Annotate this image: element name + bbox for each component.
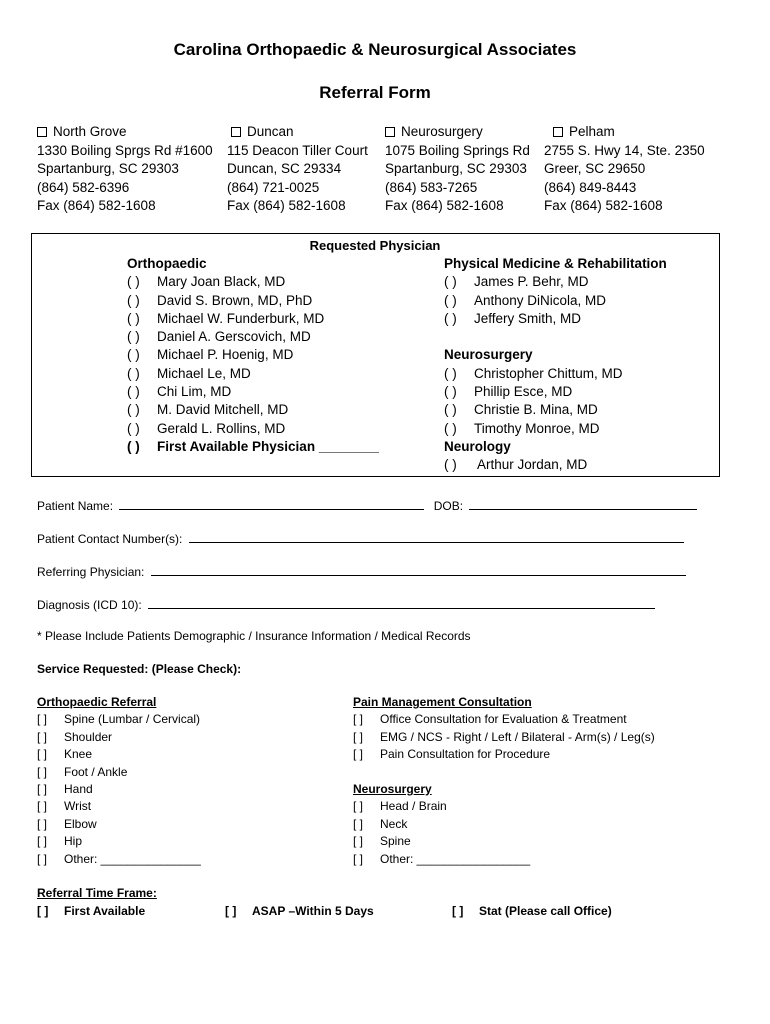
- referring-physician-field[interactable]: [151, 563, 686, 576]
- pain-management-list: [353, 694, 655, 868]
- physician-option[interactable]: ( ) Gerald L. Rollins, MD: [127, 420, 286, 436]
- contact-number-row: [37, 530, 684, 546]
- form-title: Carolina Orthopaedic & Neurosurgical Associates: [173, 40, 577, 59]
- location-name: Duncan: [247, 124, 294, 139]
- location-address: 2755 S. Hwy 14, Ste. 2350: [544, 142, 705, 158]
- service-option-other[interactable]: [ ] Other: _________________: [353, 851, 531, 866]
- ortho-referral-list: [37, 694, 201, 868]
- service-option-other[interactable]: [ ] Other: _______________: [37, 851, 201, 866]
- physician-option[interactable]: ( ) Michael W. Funderburk, MD: [127, 310, 325, 326]
- location-checkbox[interactable]: [385, 127, 395, 137]
- timeframe-option-asap[interactable]: [ ] ASAP –Within 5 Days: [225, 904, 374, 918]
- location-city: Greer, SC 29650: [544, 161, 646, 176]
- dob-field[interactable]: [469, 497, 697, 510]
- physician-option[interactable]: ( ) James P. Behr, MD: [444, 274, 589, 290]
- physician-option[interactable]: ( ) Mary Joan Black, MD: [127, 274, 286, 290]
- service-option[interactable]: [ ] Wrist: [37, 799, 92, 814]
- location-fax: Fax (864) 582-1608: [227, 198, 346, 213]
- records-note: * Please Include Patients Demographic / Insurance Information / Medical Records: [37, 629, 471, 643]
- diagnosis-label: Diagnosis (ICD 10):: [37, 598, 142, 612]
- service-option[interactable]: [ ] Elbow: [37, 816, 97, 831]
- service-option[interactable]: [ ] Hip: [37, 834, 83, 849]
- referring-physician-row: [37, 563, 686, 579]
- physician-option[interactable]: ( ) Michael P. Hoenig, MD: [127, 347, 294, 363]
- location-name: North Grove: [53, 124, 127, 139]
- form-subtitle: Referral Form: [319, 83, 431, 102]
- patient-name-label: Patient Name:: [37, 499, 114, 513]
- location-phone: (864) 721-0025: [227, 179, 320, 195]
- physician-option[interactable]: ( ) Chi Lim, MD: [127, 384, 232, 400]
- physician-option[interactable]: ( ) Anthony DiNicola, MD: [444, 292, 607, 308]
- physician-option[interactable]: ( ) Timothy Monroe, MD: [444, 420, 600, 436]
- location-north-grove: [37, 123, 213, 216]
- contact-number-field[interactable]: [189, 530, 684, 543]
- location-neurosurgery: [385, 123, 530, 216]
- physician-option[interactable]: ( ) M. David Mitchell, MD: [127, 402, 289, 418]
- neurology-heading: Neurology: [444, 438, 511, 454]
- ortho-referral-heading: Orthopaedic Referral: [37, 695, 157, 709]
- location-name: Neurosurgery: [401, 124, 483, 139]
- ortho-physician-list: [127, 255, 379, 456]
- pmr-heading: Physical Medicine & Rehabilitation: [444, 256, 667, 271]
- location-pelham: [544, 123, 705, 216]
- location-fax: Fax (864) 582-1608: [37, 198, 156, 213]
- diagnosis-field[interactable]: [148, 596, 655, 609]
- service-option[interactable]: [ ] Pain Consultation for Procedure: [353, 747, 551, 762]
- location-name: Pelham: [569, 124, 615, 139]
- service-option[interactable]: [ ] Knee: [37, 747, 93, 762]
- first-available-physician-option[interactable]: ( ) First Available Physician ________: [127, 438, 379, 454]
- service-option[interactable]: [ ] EMG / NCS - Right / Left / Bilateral - Arm(s) / Leg(s): [353, 729, 655, 744]
- requested-physician-heading: Requested Physician: [309, 238, 441, 253]
- location-city: Spartanburg, SC 29303: [37, 161, 179, 176]
- patient-name-row: [37, 497, 697, 513]
- location-city: Spartanburg, SC 29303: [385, 161, 527, 176]
- location-address: 1075 Boiling Springs Rd: [385, 142, 530, 158]
- physician-option[interactable]: ( ) Jeffery Smith, MD: [444, 310, 582, 326]
- pain-management-heading: Pain Management Consultation: [353, 695, 532, 709]
- physician-option[interactable]: ( ) Daniel A. Gerscovich, MD: [127, 329, 311, 345]
- timeframe-option-stat[interactable]: [ ] Stat (Please call Office): [452, 904, 612, 918]
- service-option[interactable]: [ ] Neck: [353, 816, 408, 831]
- location-phone: (864) 849-8443: [544, 179, 637, 195]
- timeframe-heading: Referral Time Frame:: [37, 886, 157, 900]
- referring-physician-label: Referring Physician:: [37, 565, 145, 579]
- location-fax: Fax (864) 582-1608: [385, 198, 504, 213]
- neurosurgery-service-heading: Neurosurgery: [353, 782, 432, 797]
- service-option[interactable]: [ ] Office Consultation for Evaluation & Treatment: [353, 712, 627, 727]
- patient-name-field[interactable]: [119, 497, 424, 510]
- physician-option[interactable]: ( ) David S. Brown, MD, PhD: [127, 292, 313, 308]
- location-phone: (864) 582-6396: [37, 179, 130, 195]
- diagnosis-row: [37, 596, 655, 612]
- location-checkbox[interactable]: [231, 127, 241, 137]
- ortho-heading: Orthopaedic: [127, 256, 207, 271]
- location-city: Duncan, SC 29334: [227, 161, 342, 176]
- dob-label: DOB:: [433, 499, 464, 513]
- location-phone: (864) 583-7265: [385, 179, 478, 195]
- location-checkbox[interactable]: [553, 127, 563, 137]
- physician-option[interactable]: ( ) Phillip Esce, MD: [444, 384, 573, 400]
- service-option[interactable]: [ ] Spine (Lumbar / Cervical): [37, 712, 201, 727]
- physician-option[interactable]: ( ) Christie B. Mina, MD: [444, 402, 598, 418]
- service-option[interactable]: [ ] Foot / Ankle: [37, 764, 128, 779]
- location-checkbox[interactable]: [37, 127, 47, 137]
- timeframe-option-first-available[interactable]: [ ] First Available: [37, 904, 146, 918]
- location-address: 1330 Boiling Sprgs Rd #1600: [37, 142, 213, 158]
- service-option[interactable]: [ ] Head / Brain: [353, 799, 447, 814]
- service-requested-heading: Service Requested: (Please Check):: [37, 662, 242, 676]
- physician-option[interactable]: ( ) Michael Le, MD: [127, 365, 251, 381]
- service-option[interactable]: [ ] Hand: [37, 782, 93, 797]
- other-physician-list: [444, 255, 667, 475]
- location-address: 115 Deacon Tiller Court: [227, 142, 368, 158]
- neurosurgery-heading: Neurosurgery: [444, 347, 533, 363]
- physician-option[interactable]: ( ) Christopher Chittum, MD: [444, 365, 623, 381]
- location-duncan: [227, 123, 368, 216]
- physician-option[interactable]: ( ) Arthur Jordan, MD: [444, 457, 588, 473]
- contact-number-label: Patient Contact Number(s):: [37, 532, 183, 546]
- service-option[interactable]: [ ] Shoulder: [37, 729, 113, 744]
- service-option[interactable]: [ ] Spine: [353, 834, 411, 849]
- location-fax: Fax (864) 582-1608: [544, 198, 663, 213]
